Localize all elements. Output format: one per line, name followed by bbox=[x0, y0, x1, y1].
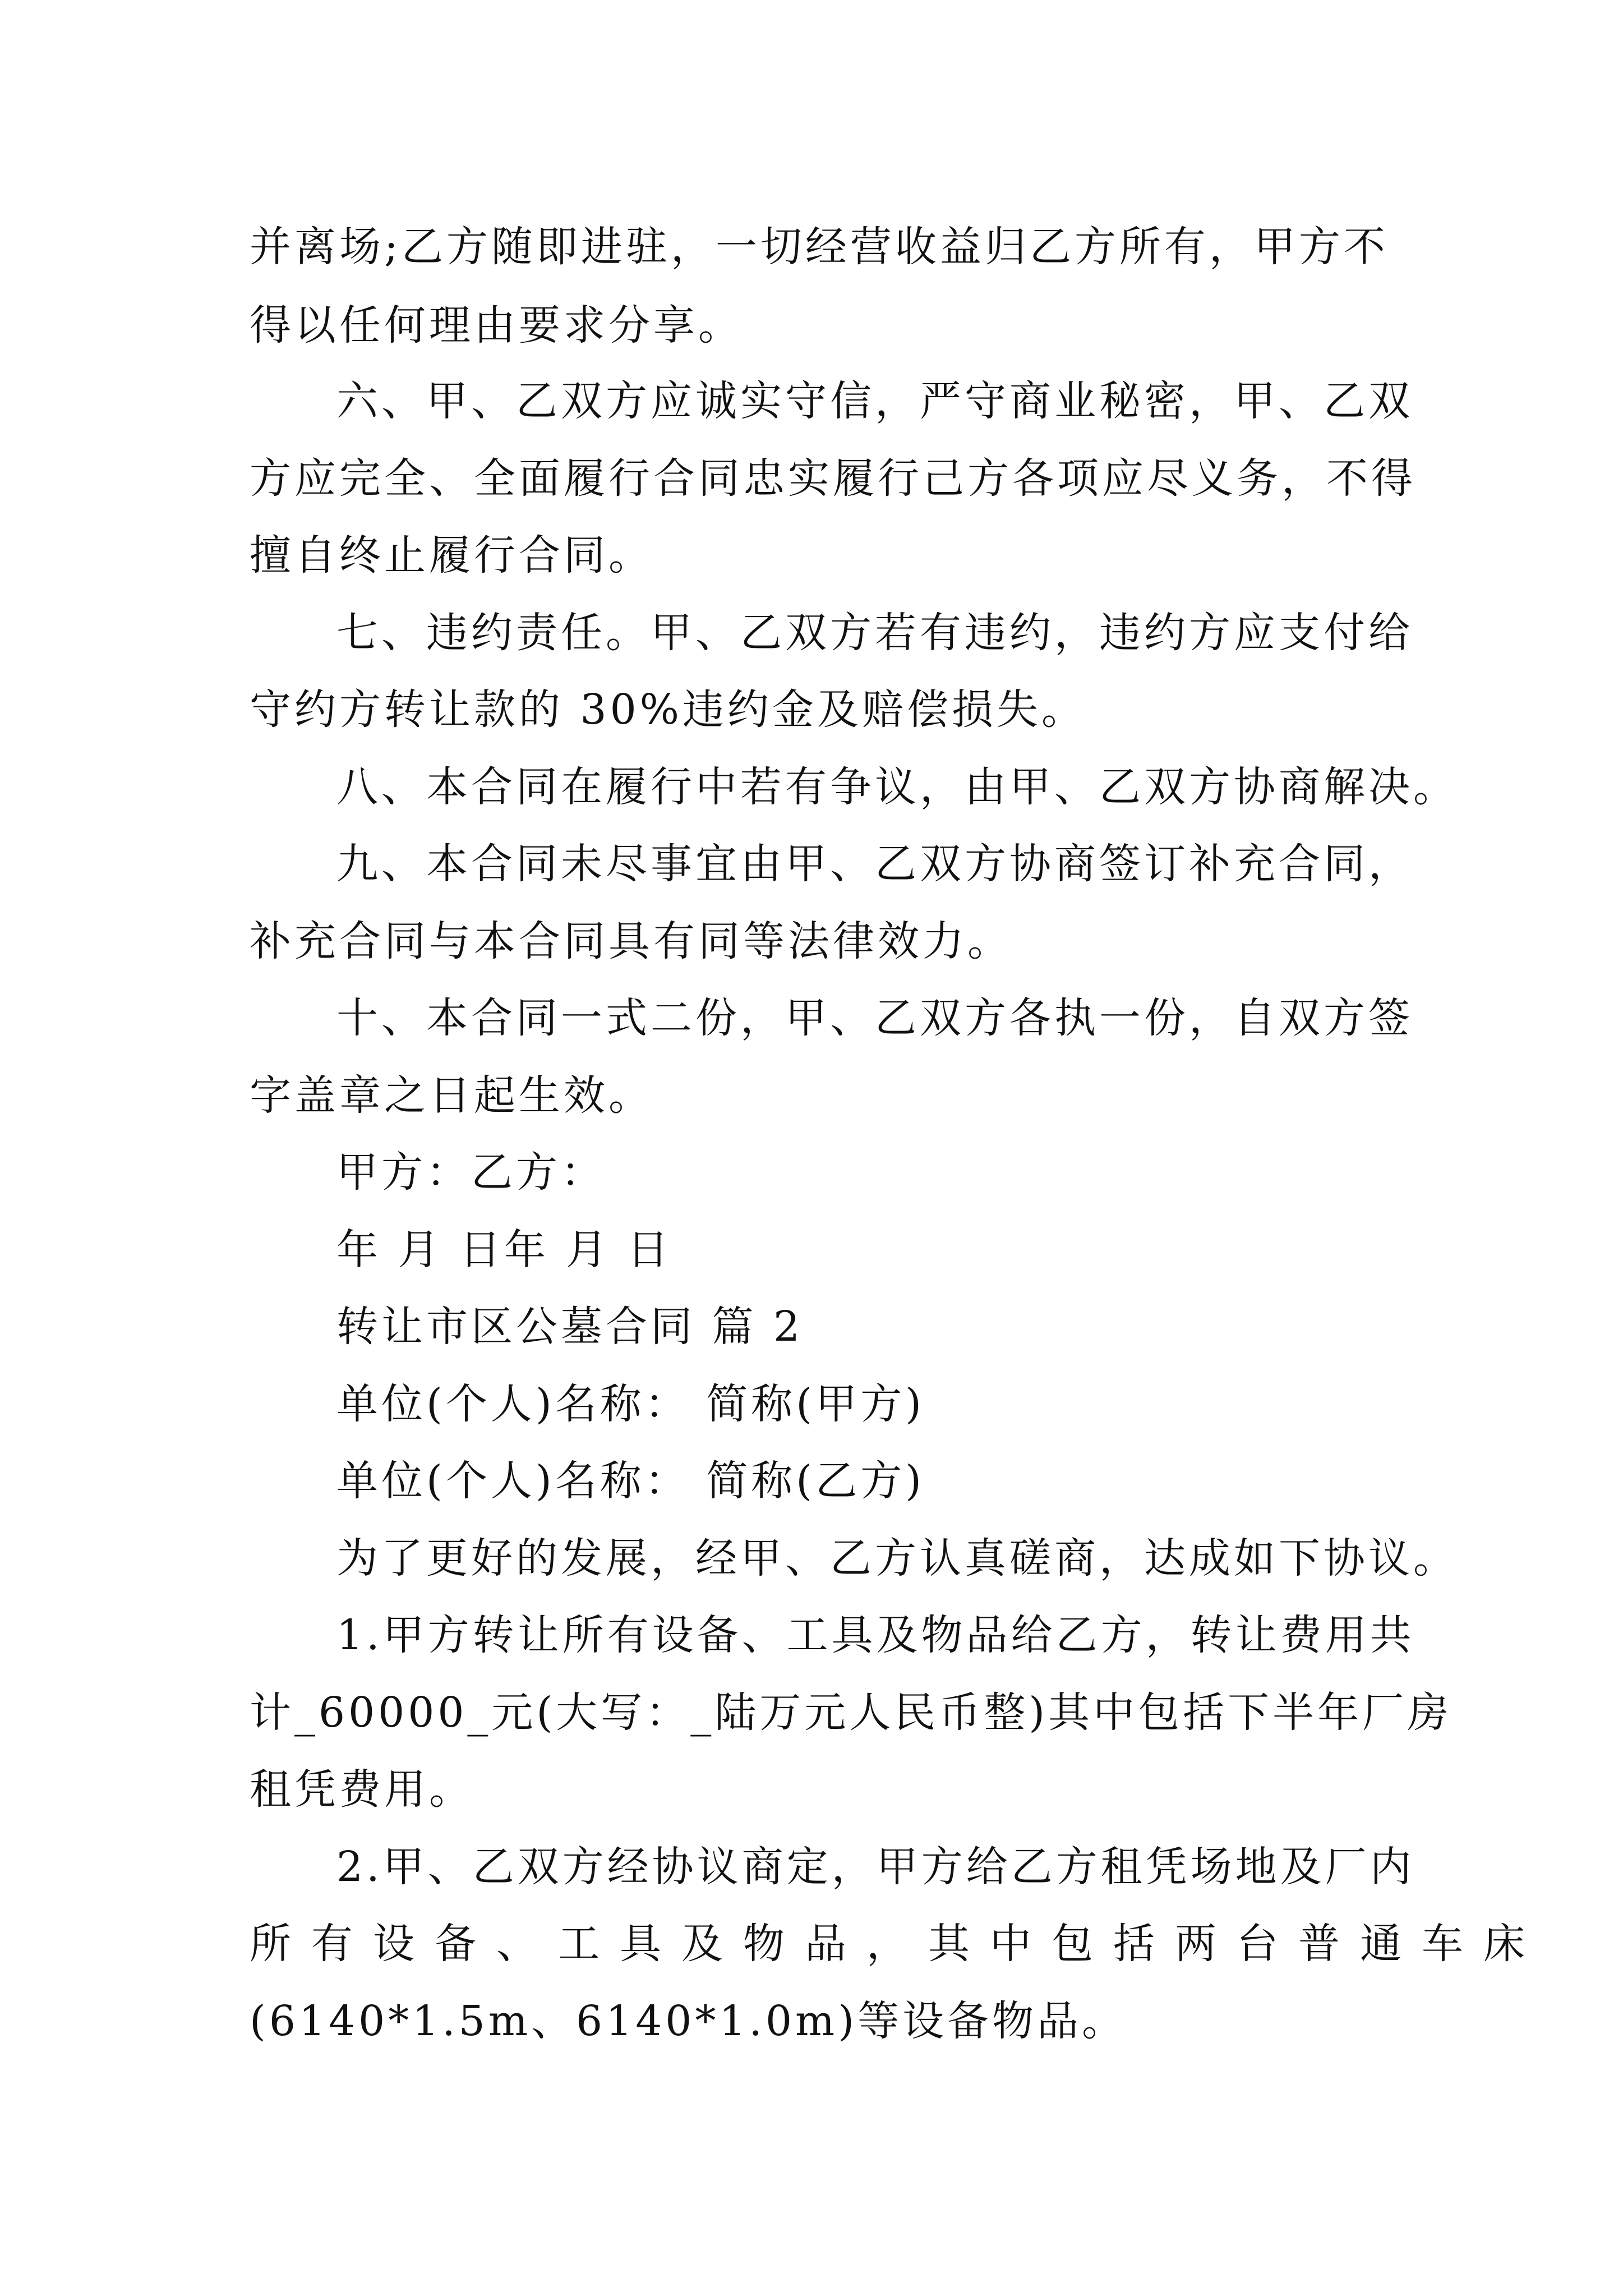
text-line: 计_60000_元(大写：_陆万元人民币整)其中包括下半年厂房 bbox=[250, 1688, 1453, 1737]
text-line: (6140*1.5m、6140*1.0m)等设备物品。 bbox=[250, 1997, 1127, 2045]
text-line: 八、本合同在履行中若有争议，由甲、乙双方协商解决。 bbox=[336, 763, 1458, 811]
text-line: 补充合同与本合同具有同等法律效力。 bbox=[250, 917, 1012, 965]
text-line: 字盖章之日起生效。 bbox=[250, 1071, 653, 1120]
text-line: 得以任何理由要求分享。 bbox=[250, 301, 743, 349]
party-b-name: 单位(个人)名称： 简称(乙方) bbox=[336, 1457, 925, 1505]
section-heading: 转让市区公墓合同 篇 2 bbox=[336, 1303, 804, 1351]
text-line: 所有设备、工具及物品，其中包括两台普通车床 bbox=[250, 1920, 1545, 1968]
text-line: 租凭费用。 bbox=[250, 1765, 474, 1814]
text-line: 擅自终止履行合同。 bbox=[250, 531, 653, 579]
text-line: 2.甲、乙双方经协议商定，甲方给乙方租凭场地及厂内 bbox=[336, 1843, 1415, 1891]
text-line: 十、本合同一式二份，甲、乙双方各执一份，自双方签 bbox=[336, 994, 1413, 1042]
text-line: 为了更好的发展，经甲、乙方认真磋商，达成如下协议。 bbox=[336, 1534, 1458, 1582]
party-a-name: 单位(个人)名称： 简称(甲方) bbox=[336, 1380, 925, 1428]
text-line: 1.甲方转让所有设备、工具及物品给乙方，转让费用共 bbox=[336, 1611, 1415, 1659]
text-line: 六、甲、乙双方应诚实守信，严守商业秘密，甲、乙双 bbox=[336, 377, 1413, 425]
signature-parties: 甲方：乙方： bbox=[336, 1148, 606, 1197]
text-line: 九、本合同未尽事宜由甲、乙双方协商签订补充合同， bbox=[336, 840, 1413, 888]
text-line: 方应完全、全面履行合同忠实履行己方各项应尽义务，不得 bbox=[250, 454, 1416, 503]
text-line: 守约方转让款的 30%违约金及赔偿损失。 bbox=[250, 685, 1086, 734]
text-line: 七、违约责任。甲、乙双方若有违约，违约方应支付给 bbox=[336, 609, 1413, 657]
text-line: 并离场;乙方随即进驻，一切经营收益归乙方所有，甲方不 bbox=[250, 223, 1389, 271]
signature-dates: 年 月 日年 月 日 bbox=[336, 1226, 672, 1274]
